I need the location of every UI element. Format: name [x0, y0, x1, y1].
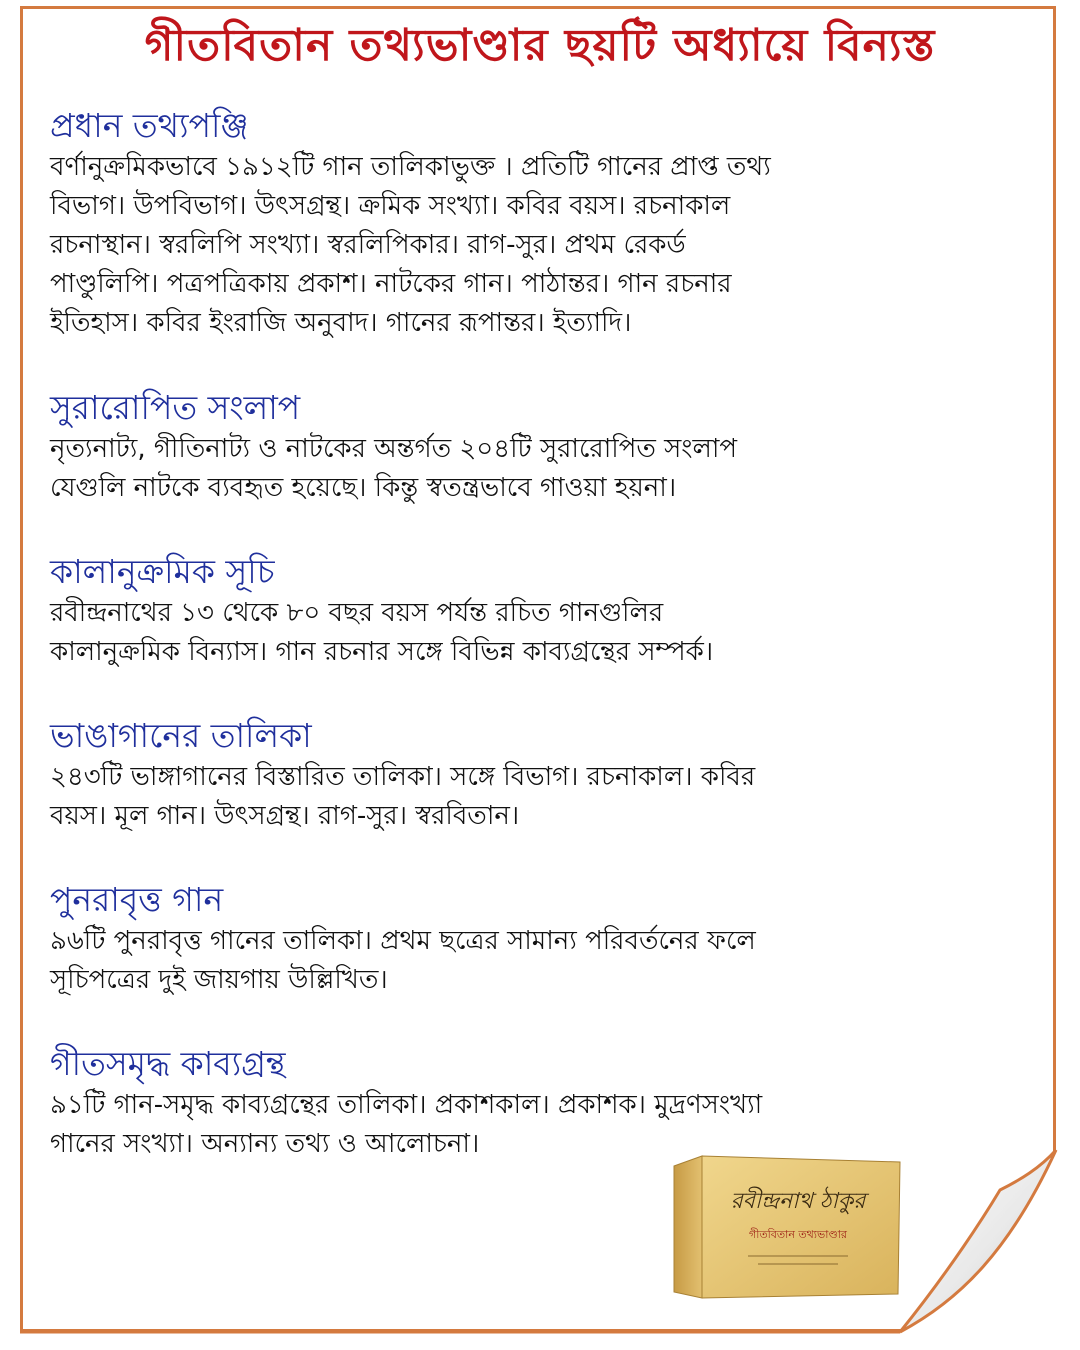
body-line: বয়স। মূল গান। উৎসগ্রন্থ। রাগ-সুর। স্বরবিতান।: [50, 801, 520, 831]
book-cover: [702, 1156, 900, 1298]
body-line: যেগুলি নাটকে ব্যবহৃত হয়েছে। কিন্তু স্বতন্ত্রভাবে গাওয়া হয়না।: [50, 473, 677, 503]
body-line: পাণ্ডুলিপি। পত্রপত্রিকায় প্রকাশ। নাটকের গান। পাঠান্তর। গান রচনার: [50, 269, 732, 299]
section-heading: পুনরাবৃত্ত গান: [50, 880, 224, 919]
book-spine: [674, 1156, 702, 1298]
book-image: [668, 1152, 906, 1302]
body-line: সূচিপত্রের দুই জায়গায় উল্লিখিত।: [50, 965, 388, 995]
page-title: গীতবিতান তথ্যভাণ্ডার ছয়টি অধ্যায়ে বিন্যস্ত: [144, 20, 936, 71]
body-line: ২৪৩টি ভাঙ্গাগানের বিস্তারিত তালিকা। সঙ্গে বিভাগ। রচনাকাল। কবির: [50, 762, 756, 792]
section-broken-songs: [50, 714, 1040, 836]
section-body: [50, 922, 1040, 1000]
body-line: বিভাগ। উপবিভাগ। উৎসগ্রন্থ। ক্রমিক সংখ্যা। কবির বয়স। রচনাকাল: [50, 191, 731, 221]
body-line: কালানুক্রমিক বিন্যাস। গান রচনার সঙ্গে বিভিন্ন কাব্যগ্রন্থের সম্পর্ক।: [50, 637, 714, 667]
section-heading: প্রধান তথ্যপঞ্জি: [50, 106, 249, 145]
section-chronological-index: [50, 550, 1040, 672]
body-line: রবীন্দ্রনাথের ১৩ থেকে ৮০ বছর বয়স পর্যন্ত রচিত গানগুলির: [50, 598, 664, 628]
body-line: ৯৬টি পুনরাবৃত্ত গানের তালিকা। প্রথম ছত্রের সামান্য পরিবর্তনের ফলে: [50, 926, 756, 956]
section-primary-index: [50, 104, 1040, 343]
body-line: বর্ণানুক্রমিকভাবে ১৯১২টি গান তালিকাভুক্ত । প্রতিটি গানের প্রাপ্ত তথ্য: [50, 152, 771, 182]
body-line: নৃত্যনাট্য, গীতিনাট্য ও নাটকের অন্তর্গত ২০৪টি সুরারোপিত সংলাপ: [50, 434, 738, 464]
section-body: [50, 758, 1040, 836]
section-repeated-songs: [50, 878, 1040, 1000]
section-song-rich-books: [50, 1042, 1040, 1164]
book-signature: রবীন্দ্রনাথ ঠাকুর: [730, 1189, 866, 1214]
section-body: [50, 430, 1040, 508]
section-sung-dialogue: [50, 386, 1040, 508]
section-heading: কালানুক্রমিক সূচি: [50, 552, 275, 591]
section-body: [50, 594, 1040, 672]
book-cover-title: গীতবিতান তথ্যভাণ্ডার: [749, 1228, 847, 1241]
body-line: রচনাস্থান। স্বরলিপি সংখ্যা। স্বরলিপিকার। রাগ-সুর। প্রথম রেকর্ড: [50, 230, 686, 260]
body-line: গানের সংখ্যা। অন্যান্য তথ্য ও আলোচনা।: [50, 1129, 480, 1159]
section-heading: গীতসমৃদ্ধ কাব্যগ্রন্থ: [50, 1044, 286, 1083]
section-heading: সুরারোপিত সংলাপ: [50, 388, 301, 427]
section-heading: ভাঙাগানের তালিকা: [50, 716, 312, 755]
body-line: ৯১টি গান-সমৃদ্ধ কাব্যগ্রন্থের তালিকা। প্রকাশকাল। প্রকাশক। মুদ্রণসংখ্যা: [50, 1090, 763, 1120]
body-line: ইতিহাস। কবির ইংরাজি অনুবাদ। গানের রূপান্তর। ইত্যাদি।: [50, 308, 632, 338]
section-body: [50, 148, 1040, 343]
